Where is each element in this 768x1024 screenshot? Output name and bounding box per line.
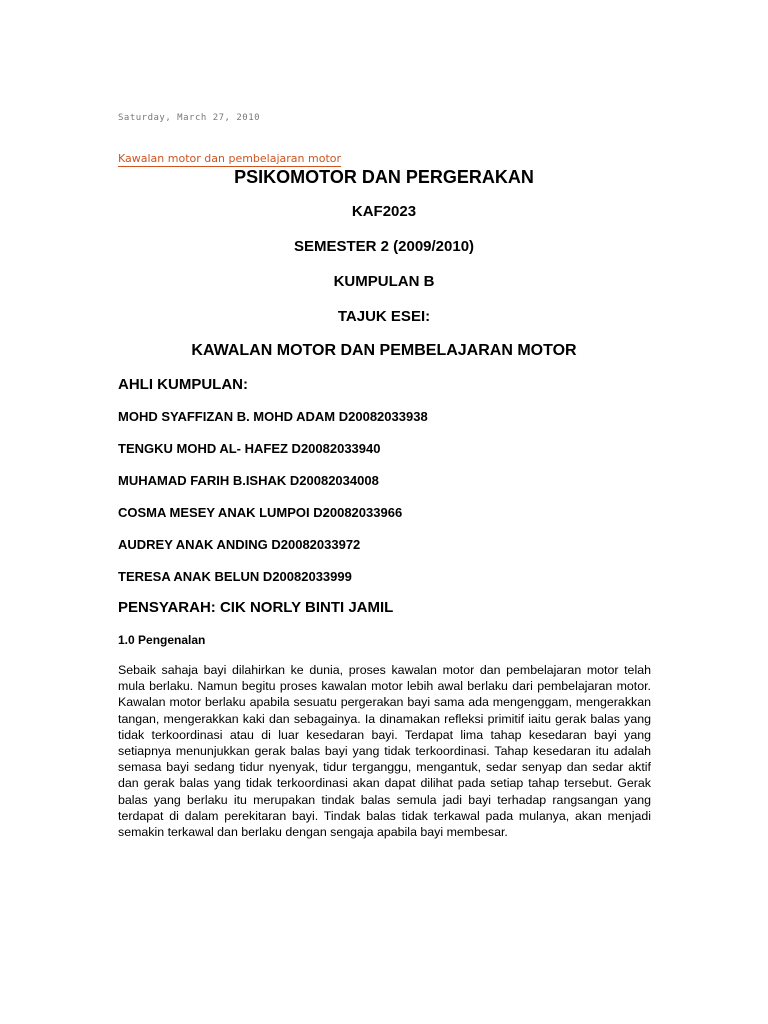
post-title-link[interactable]: Kawalan motor dan pembelajaran motor: [118, 152, 342, 165]
document-title: PSIKOMOTOR DAN PERGERAKAN: [234, 167, 534, 187]
post-date: Saturday, March 27, 2010: [118, 113, 261, 123]
essay-title: KAWALAN MOTOR DAN PEMBELAJARAN MOTOR: [191, 342, 577, 359]
group-name: KUMPULAN B: [333, 273, 435, 290]
course-code: KAF2023: [351, 203, 417, 220]
section-heading: 1.0 Pengenalan: [118, 633, 206, 647]
essay-label: TAJUK ESEI:: [337, 308, 431, 325]
member-item: AUDREY ANAK ANDING D20082033972: [118, 537, 361, 552]
member-item: TENGKU MOHD AL- HAFEZ D20082033940: [118, 441, 381, 456]
member-item: TERESA ANAK BELUN D20082033999: [118, 569, 352, 584]
member-item: MUHAMAD FARIH B.ISHAK D20082034008: [118, 473, 379, 488]
semester: SEMESTER 2 (2009/2010): [293, 238, 475, 255]
member-item: MOHD SYAFFIZAN B. MOHD ADAM D20082033938: [118, 409, 428, 424]
intro-paragraph: Sebaik sahaja bayi dilahirkan ke dunia, proses kawalan motor dan pembelajaran motor telah mula berlaku. Namun begitu proses kawalan motor lebih awal berlaku dari pembelajaran motor. Kawalan motor berlaku apabila sesuatu pergerakan bayi sama ada mengenggam, mengerakkan tangan, mengerakkan kaki dan sebagainya. Ia dinamakan refleksi primitif iaitu gerak balas yang tidak terkoordinasi atau di luar kesedaran bayi. Terdapat lima tahap kesedaran bayi yang setiapnya menunjukkan gerak balas bayi yang tidak terkoordinasi. Tahap kesedaran itu adalah semasa bayi sedang tidur nyenyak, tidur terganggu, mengantuk, sedar senyap dan sedar aktif dan gerak balas yang tidak terkoordinasi akan dapat dilihat pada setiap tahap tersebut. Gerak balas yang berlaku itu merupakan tindak balas semula jadi bayi terhadap rangsangan yang terdapat di dalam perekitaran bayi. Tindak balas tidak terkawal pada mulanya, akan menjadi semakin terkawal dan berlaku dengan sengaja apabila bayi membesar.: [118, 663, 651, 840]
members-label: AHLI KUMPULAN:: [118, 376, 248, 393]
lecturer: PENSYARAH: CIK NORLY BINTI JAMIL: [118, 599, 394, 616]
member-item: COSMA MESEY ANAK LUMPOI D20082033966: [118, 505, 403, 520]
